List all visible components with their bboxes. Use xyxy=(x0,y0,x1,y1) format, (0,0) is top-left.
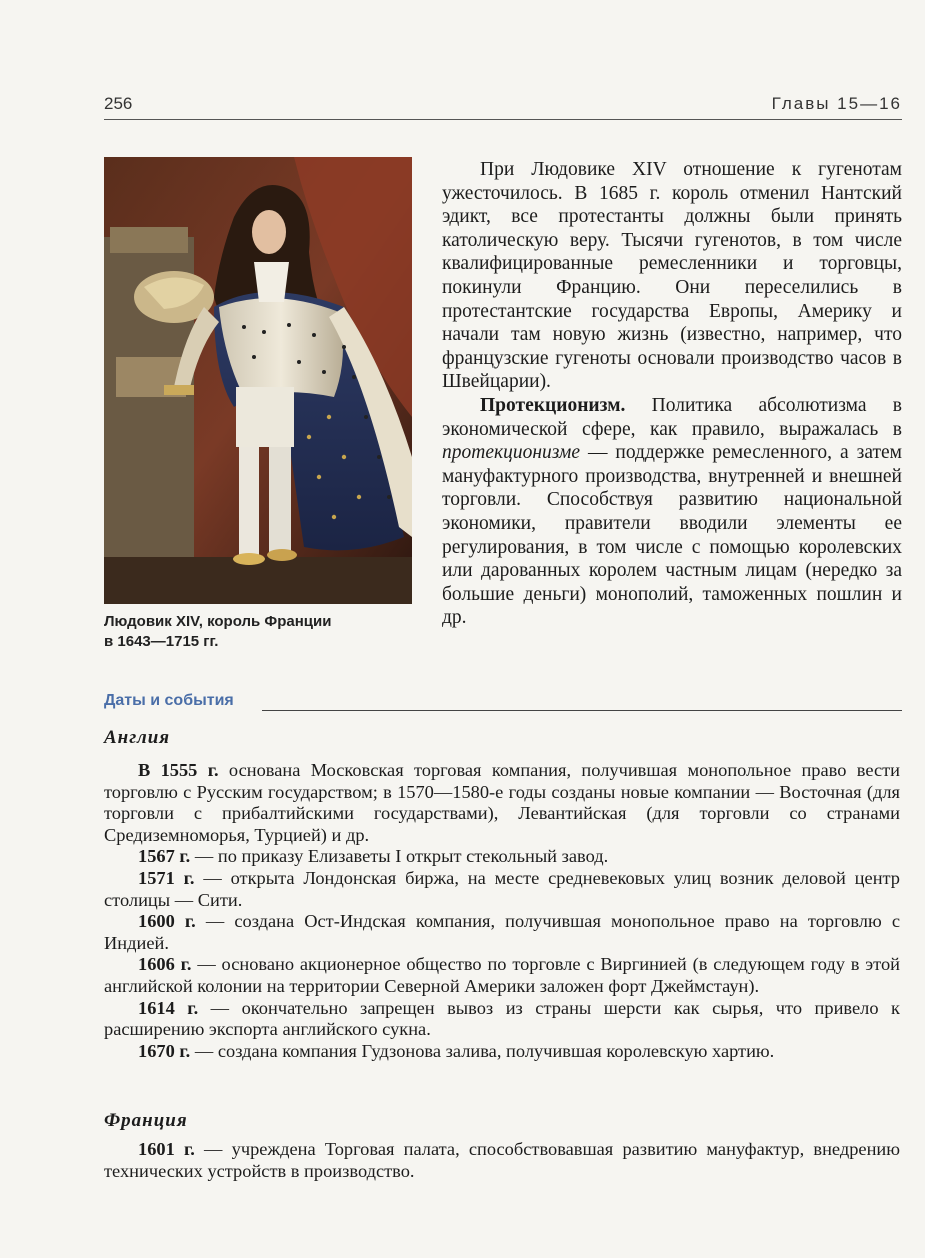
dates-divider xyxy=(262,710,902,711)
event-year: 1567 г. xyxy=(138,846,191,867)
event-text: — основано акционерное общество по торговле с Виргинией (в следующем году в этой английской колонии на территории Северной Америки заложен форт Джеймстаун). xyxy=(104,954,900,996)
event-text: основана Московская торговая компания, получившая монопольное право вести торговлю с Русским государством; в 1570—1580-е годы созданы новые компании — Восточная (для торговли с прибалтийскими государствами), Левантийская (для торговли со странами Средиземноморья, Турцией) и др. xyxy=(104,760,900,845)
event-entry xyxy=(104,1139,900,1182)
protectionism-heading: Протекционизм. xyxy=(480,394,626,416)
caption-line-2: в 1643—1715 гг. xyxy=(104,633,219,650)
event-entry xyxy=(104,868,900,911)
protectionism-text-a: Политика абсолютизма в экономической сфере, как правило, выражалась в xyxy=(442,394,902,440)
protectionism-term: протекционизме xyxy=(442,442,581,464)
event-entry xyxy=(104,1041,900,1063)
event-year: 1606 г. xyxy=(138,954,192,975)
paragraph-protectionism xyxy=(442,394,902,630)
event-entry xyxy=(104,954,900,997)
caption-line-1: Людовик XIV, король Франции xyxy=(104,613,332,630)
header-divider xyxy=(104,119,902,120)
louis-xiv-portrait xyxy=(104,157,412,604)
event-entry xyxy=(104,846,900,868)
event-year: 1614 г. xyxy=(138,997,199,1018)
event-text: — по приказу Елизаветы I открыт стекольный завод. xyxy=(190,846,609,867)
portrait-caption xyxy=(104,612,404,652)
england-events xyxy=(104,760,900,1062)
event-entry xyxy=(104,911,900,954)
event-year: 1571 г. xyxy=(138,867,195,888)
event-entry xyxy=(104,998,900,1041)
event-year: 1670 г. xyxy=(138,1040,191,1061)
event-text: — создана Ост-Индская компания, получившая монопольное право на торговлю с Индией. xyxy=(104,911,900,953)
protectionism-text-b: — поддержке ремесленного, а затем мануфактурного производства, внутренней и внешней торговли. Способствуя развитию национальной экономики, правители вводили элементы ее регулирования, в том числе с помощью королевских или дарованных королем частным лицам (нередко за большие деньги) монополий, таможенных пошлин и др. xyxy=(442,442,902,629)
event-year: 1600 г. xyxy=(138,911,196,932)
england-heading: Англия xyxy=(104,727,171,748)
event-year: В 1555 г. xyxy=(138,760,219,780)
france-heading: Франция xyxy=(104,1110,188,1131)
portrait-painting xyxy=(104,157,412,604)
dates-section-title: Даты и события xyxy=(104,692,238,710)
dates-section-header xyxy=(104,692,902,718)
event-text: — открыта Лондонская биржа, на месте средневековых улиц возник деловой центр столицы — Сити. xyxy=(104,867,900,910)
page-number: 256 xyxy=(104,94,133,113)
chapter-label: Главы 15—16 xyxy=(771,94,902,113)
event-text: — окончательно запрещен вывоз из страны шерсти как сырья, что привело к расширению экспорта английского сукна. xyxy=(104,997,900,1040)
main-text-column xyxy=(442,158,902,630)
event-text: — создана компания Гудзонова залива, получившая королевскую хартию. xyxy=(190,1040,775,1061)
event-text: — учреждена Торговая палата, способствовавшая развитию мануфактур, внедрению технических устройств в производство. xyxy=(104,1139,900,1181)
paragraph-huguenots: При Людовике XIV отношение к гугенотам ужесточилось. В 1685 г. король отменил Нантский эдикт, все протестанты должны были принять католическую веру. Тысячи гугенотов, в том числе квалифицированные ремесленники и торговцы, покинули Францию. Они переселились в протестантские государства Европы, Америку и начали там новую жизнь (известно, например, что французские гугеноты основали производство часов в Швейцарии). xyxy=(442,159,902,393)
france-events xyxy=(104,1139,900,1182)
page-header xyxy=(104,94,902,124)
event-year: 1601 г. xyxy=(138,1139,195,1159)
event-entry xyxy=(104,760,900,846)
